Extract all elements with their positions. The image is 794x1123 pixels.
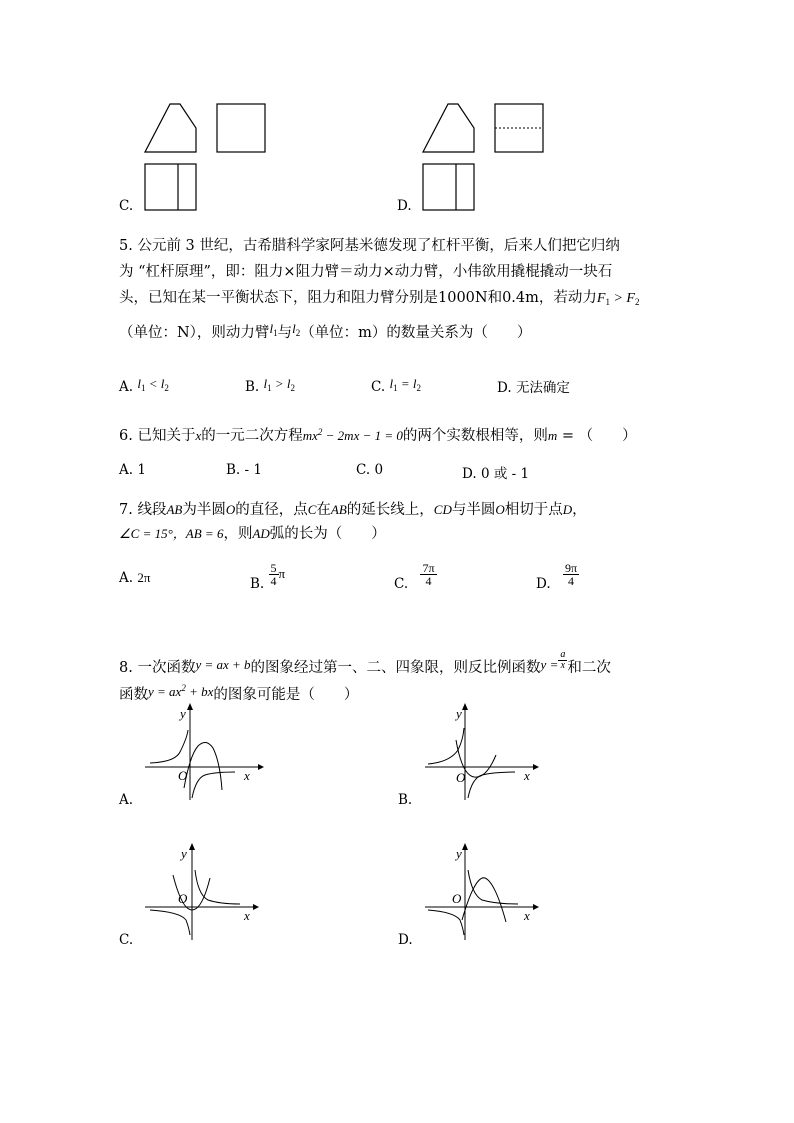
q5-line-4-a: （单位：N），则动力臂 bbox=[119, 325, 270, 341]
q8-option-c-label[interactable]: C. bbox=[119, 932, 134, 948]
q8-option-d-label[interactable]: D. bbox=[398, 932, 413, 948]
q4-option-c-figure bbox=[140, 100, 270, 215]
q8-option-b-label[interactable]: B. bbox=[398, 792, 413, 808]
q7-option-c[interactable]: C. $\frac{7\pi}{4}$ bbox=[394, 561, 435, 592]
q5-option-b[interactable]: B. $l_1 > l_2$ bbox=[245, 376, 296, 395]
svg-text:x: x bbox=[244, 768, 250, 783]
q8-graph-b bbox=[420, 700, 545, 805]
q6-option-c[interactable]: C. 0 bbox=[356, 462, 384, 478]
q5-line-3-text: 头，已知在某一平衡状态下，阻力和阻力臂分别是1000N和0.4m，若动力 bbox=[119, 290, 597, 306]
q8-graph-c bbox=[140, 840, 265, 945]
q4-option-d-figure bbox=[418, 100, 548, 215]
svg-text:O: O bbox=[456, 770, 466, 785]
svg-text:x: x bbox=[244, 908, 250, 923]
q5-option-a[interactable]: A. $l_1 < l_2$ bbox=[119, 376, 169, 395]
q5-option-c[interactable]: C. $l_1 = l_2$ bbox=[371, 376, 421, 395]
q5-line-4-c: （单位：m）的数量关系为（ ） bbox=[300, 325, 532, 341]
q5-option-d[interactable]: D. 无法确定 bbox=[497, 380, 570, 396]
svg-text:x: x bbox=[524, 908, 530, 923]
q4-option-d-label[interactable]: D. bbox=[397, 198, 412, 214]
q6-option-b[interactable]: B. - 1 bbox=[226, 462, 262, 478]
q8-option-a-label[interactable]: A. bbox=[119, 792, 134, 808]
svg-text:y: y bbox=[456, 846, 462, 861]
q7-line-2: ∠C = 15°，AB = 6，则AD弧的长为（ ） bbox=[119, 526, 386, 542]
svg-text:O: O bbox=[452, 891, 462, 906]
q6-stem: 6. 已知关于x的一元二次方程$mx^2 - 2mx - 1 = 0$的两个实数根相等，则m = （ ） bbox=[119, 427, 637, 444]
q4-option-c-label[interactable]: C. bbox=[119, 198, 134, 214]
q5-force-relation: $F_1 > F_2$ bbox=[596, 291, 640, 307]
q7-option-a[interactable]: A. 2π bbox=[119, 570, 151, 586]
q6-option-a[interactable]: A. 1 bbox=[119, 462, 146, 478]
svg-text:y: y bbox=[456, 706, 462, 721]
q6-option-d[interactable]: D. 0 或 - 1 bbox=[462, 466, 530, 482]
q8-graph-d bbox=[420, 840, 545, 945]
q5-line-4: （单位：N），则动力臂$l_1$与$l_2$（单位：m）的数量关系为（ ） bbox=[119, 321, 532, 341]
q5-line-2: 为 “杠杆原理”，即：阻力×阻力臂＝动力×动力臂，小伟欲用撬棍撬动一块石 bbox=[119, 264, 613, 280]
q7-option-d[interactable]: D. $\frac{9\pi}{4}$ bbox=[536, 561, 577, 592]
q7-option-b[interactable]: B. $\frac{5}{4}$ π bbox=[250, 561, 286, 592]
q8-graph-a bbox=[140, 700, 265, 805]
svg-text:y: y bbox=[181, 846, 187, 861]
q5-line-4-b: 与 bbox=[277, 325, 293, 341]
q7-line-1: 7. 线段AB为半圆O的直径，点C在AB的延长线上，CD与半圆O相切于点D， bbox=[119, 502, 587, 518]
q5-line-3 bbox=[119, 288, 639, 312]
svg-text:y: y bbox=[180, 706, 186, 721]
q8-line-1: 8. 一次函数y = ax + b的图象经过第一、二、四象限，则反比例函数y = $\frac{a}{x}$ 和二次 bbox=[119, 649, 611, 676]
svg-text:x: x bbox=[524, 768, 530, 783]
svg-text:O: O bbox=[178, 891, 188, 906]
svg-text:O: O bbox=[178, 768, 188, 783]
q5-line-1: 5. 公元前 3 世纪，古希腊科学家阿基米德发现了杠杆平衡，后来人们把它归纳 bbox=[119, 238, 620, 254]
q8-line-2: 函数$y = ax^2$ + bx的图象可能是（ ） bbox=[119, 683, 359, 703]
